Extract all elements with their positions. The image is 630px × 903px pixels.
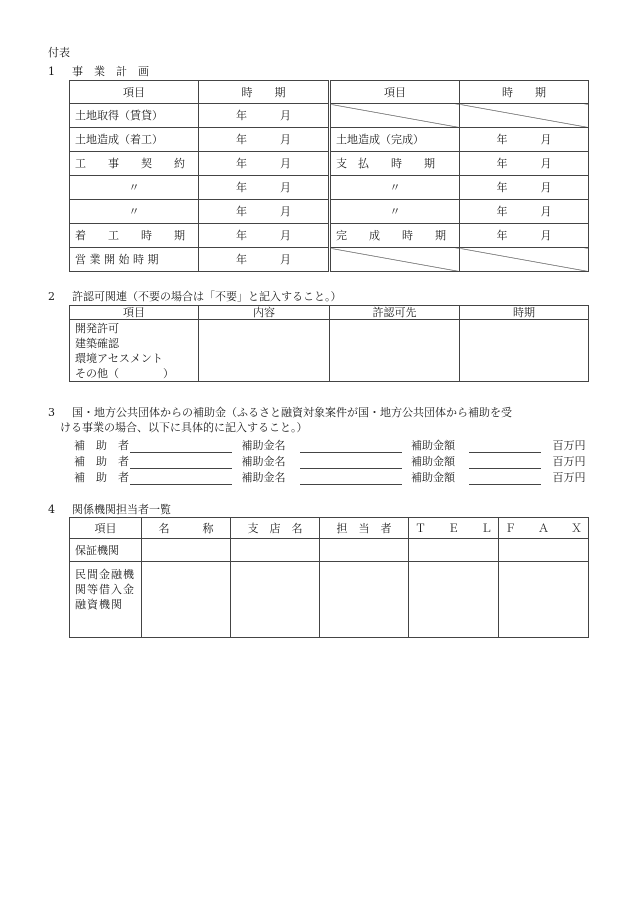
section-2-number: 2 xyxy=(48,290,55,303)
unit-label: 百万円 xyxy=(552,455,586,468)
unit-label: 百万円 xyxy=(552,471,586,484)
permits-header-authority: 許認可先 xyxy=(330,306,460,320)
contacts-row-label: 民間金融機関等借入金融資機関 xyxy=(70,562,142,638)
header-item-right: 項目 xyxy=(330,81,460,104)
permit-content-cell xyxy=(199,320,330,382)
unit-label: 百万円 xyxy=(552,439,586,452)
plan-item-left: 〃 xyxy=(70,176,199,200)
subsidy-name-label: 補助金名 xyxy=(241,471,286,484)
section-1-title: 事 業 計 画 xyxy=(72,65,149,78)
plan-item-right: 完 成 時 期 xyxy=(330,224,460,248)
plan-item-left: 着 工 時 期 xyxy=(70,224,199,248)
contacts-cell xyxy=(231,562,320,638)
subsidy-name-label: 補助金名 xyxy=(241,455,286,468)
contacts-cell xyxy=(499,562,589,638)
plan-item-right: 〃 xyxy=(330,200,460,224)
subsidy-amount-label: 補助金額 xyxy=(411,471,455,484)
plan-date-left: 年 月 xyxy=(199,200,330,224)
permit-authority-cell xyxy=(330,320,460,382)
section-4-title: 関係機関担当者一覧 xyxy=(72,503,171,516)
plan-item-left: 土地取得（賃貸） xyxy=(70,104,199,128)
plan-date-right: 年 月 xyxy=(460,152,589,176)
subsidizer-blank xyxy=(130,440,232,453)
plan-item-right: 土地造成（完成） xyxy=(330,128,460,152)
header-period-left: 時 期 xyxy=(199,81,330,104)
blank-slashed-cell xyxy=(330,248,460,272)
subsidy-name-label: 補助金名 xyxy=(241,439,286,452)
subsidy-row xyxy=(74,439,586,453)
subsidy-name-blank xyxy=(300,472,402,485)
contacts-cell xyxy=(142,562,231,638)
plan-date-left: 年 月 xyxy=(199,176,330,200)
section-3-title-line1: 国・地方公共団体からの補助金（ふるさと融資対象案件が国・地方公共団体から補助を受 xyxy=(72,406,512,419)
section-2-title: 許認可関連（不要の場合は「不要」と記入すること。） xyxy=(72,290,342,303)
section-4-number: 4 xyxy=(48,503,55,516)
subsidy-amount-blank xyxy=(469,472,541,485)
contacts-header-fax: Ｆ Ａ Ｘ xyxy=(499,518,589,539)
subsidizer-blank xyxy=(130,456,232,469)
plan-item-left: 〃 xyxy=(70,200,199,224)
contacts-cell xyxy=(499,539,589,562)
plan-date-left: 年 月 xyxy=(199,248,330,272)
plan-item-left: 工 事 契 約 xyxy=(70,152,199,176)
subsidizer-label: 補 助 者 xyxy=(74,455,129,468)
header-period-right: 時 期 xyxy=(460,81,589,104)
blank-slashed-cell xyxy=(330,104,460,128)
permits-table xyxy=(69,305,589,382)
subsidy-row xyxy=(74,455,586,469)
plan-item-left: 営 業 開 始 時 期 xyxy=(70,248,199,272)
contacts-cell xyxy=(320,539,409,562)
contacts-header-item: 項目 xyxy=(70,518,142,539)
contacts-header-name: 名 称 xyxy=(142,518,231,539)
subsidizer-label: 補 助 者 xyxy=(74,439,129,452)
blank-slashed-cell xyxy=(460,248,589,272)
subsidizer-blank xyxy=(130,472,232,485)
permit-item: 開発許可 xyxy=(75,322,119,335)
subsidy-name-blank xyxy=(300,456,402,469)
plan-item-right: 支 払 時 期 xyxy=(330,152,460,176)
contacts-header-tel: Ｔ Ｅ Ｌ xyxy=(409,518,499,539)
subsidy-name-blank xyxy=(300,440,402,453)
business-plan-table xyxy=(69,80,589,272)
appendix-label: 付表 xyxy=(48,46,70,59)
plan-date-left: 年 月 xyxy=(199,104,330,128)
plan-date-left: 年 月 xyxy=(199,224,330,248)
permit-item: 建築確認 xyxy=(75,337,119,350)
contacts-cell xyxy=(231,539,320,562)
contacts-cell xyxy=(409,562,499,638)
permits-header-item: 項目 xyxy=(70,306,199,320)
blank-slashed-cell xyxy=(460,104,589,128)
subsidy-amount-blank xyxy=(469,456,541,469)
contacts-cell xyxy=(320,562,409,638)
permit-period-cell xyxy=(460,320,589,382)
plan-date-left: 年 月 xyxy=(199,128,330,152)
plan-date-right: 年 月 xyxy=(460,128,589,152)
subsidy-amount-blank xyxy=(469,440,541,453)
contacts-table xyxy=(69,517,589,638)
section-1-number: 1 xyxy=(48,65,55,78)
header-item-left: 項目 xyxy=(70,81,199,104)
contacts-header-person: 担 当 者 xyxy=(320,518,409,539)
contacts-cell xyxy=(409,539,499,562)
permit-item-list xyxy=(70,320,199,382)
subsidy-amount-label: 補助金額 xyxy=(411,455,455,468)
section-3-title-line2: ける事業の場合、以下に具体的に記入すること。） xyxy=(60,421,308,434)
subsidizer-label: 補 助 者 xyxy=(74,471,129,484)
plan-date-right: 年 月 xyxy=(460,200,589,224)
plan-date-right: 年 月 xyxy=(460,176,589,200)
plan-date-right: 年 月 xyxy=(460,224,589,248)
permit-item: 環境アセスメント xyxy=(75,352,163,365)
plan-item-right: 〃 xyxy=(330,176,460,200)
contacts-row-label: 保証機関 xyxy=(70,539,142,562)
subsidy-amount-label: 補助金額 xyxy=(411,439,455,452)
plan-item-left: 土地造成（着工） xyxy=(70,128,199,152)
section-3-number: 3 xyxy=(48,406,55,419)
permit-item: その他（ ） xyxy=(75,367,174,380)
permits-header-period: 時期 xyxy=(460,306,589,320)
contacts-cell xyxy=(142,539,231,562)
subsidy-row xyxy=(74,471,586,485)
plan-date-left: 年 月 xyxy=(199,152,330,176)
permits-header-content: 内容 xyxy=(199,306,330,320)
contacts-header-branch: 支 店 名 xyxy=(231,518,320,539)
